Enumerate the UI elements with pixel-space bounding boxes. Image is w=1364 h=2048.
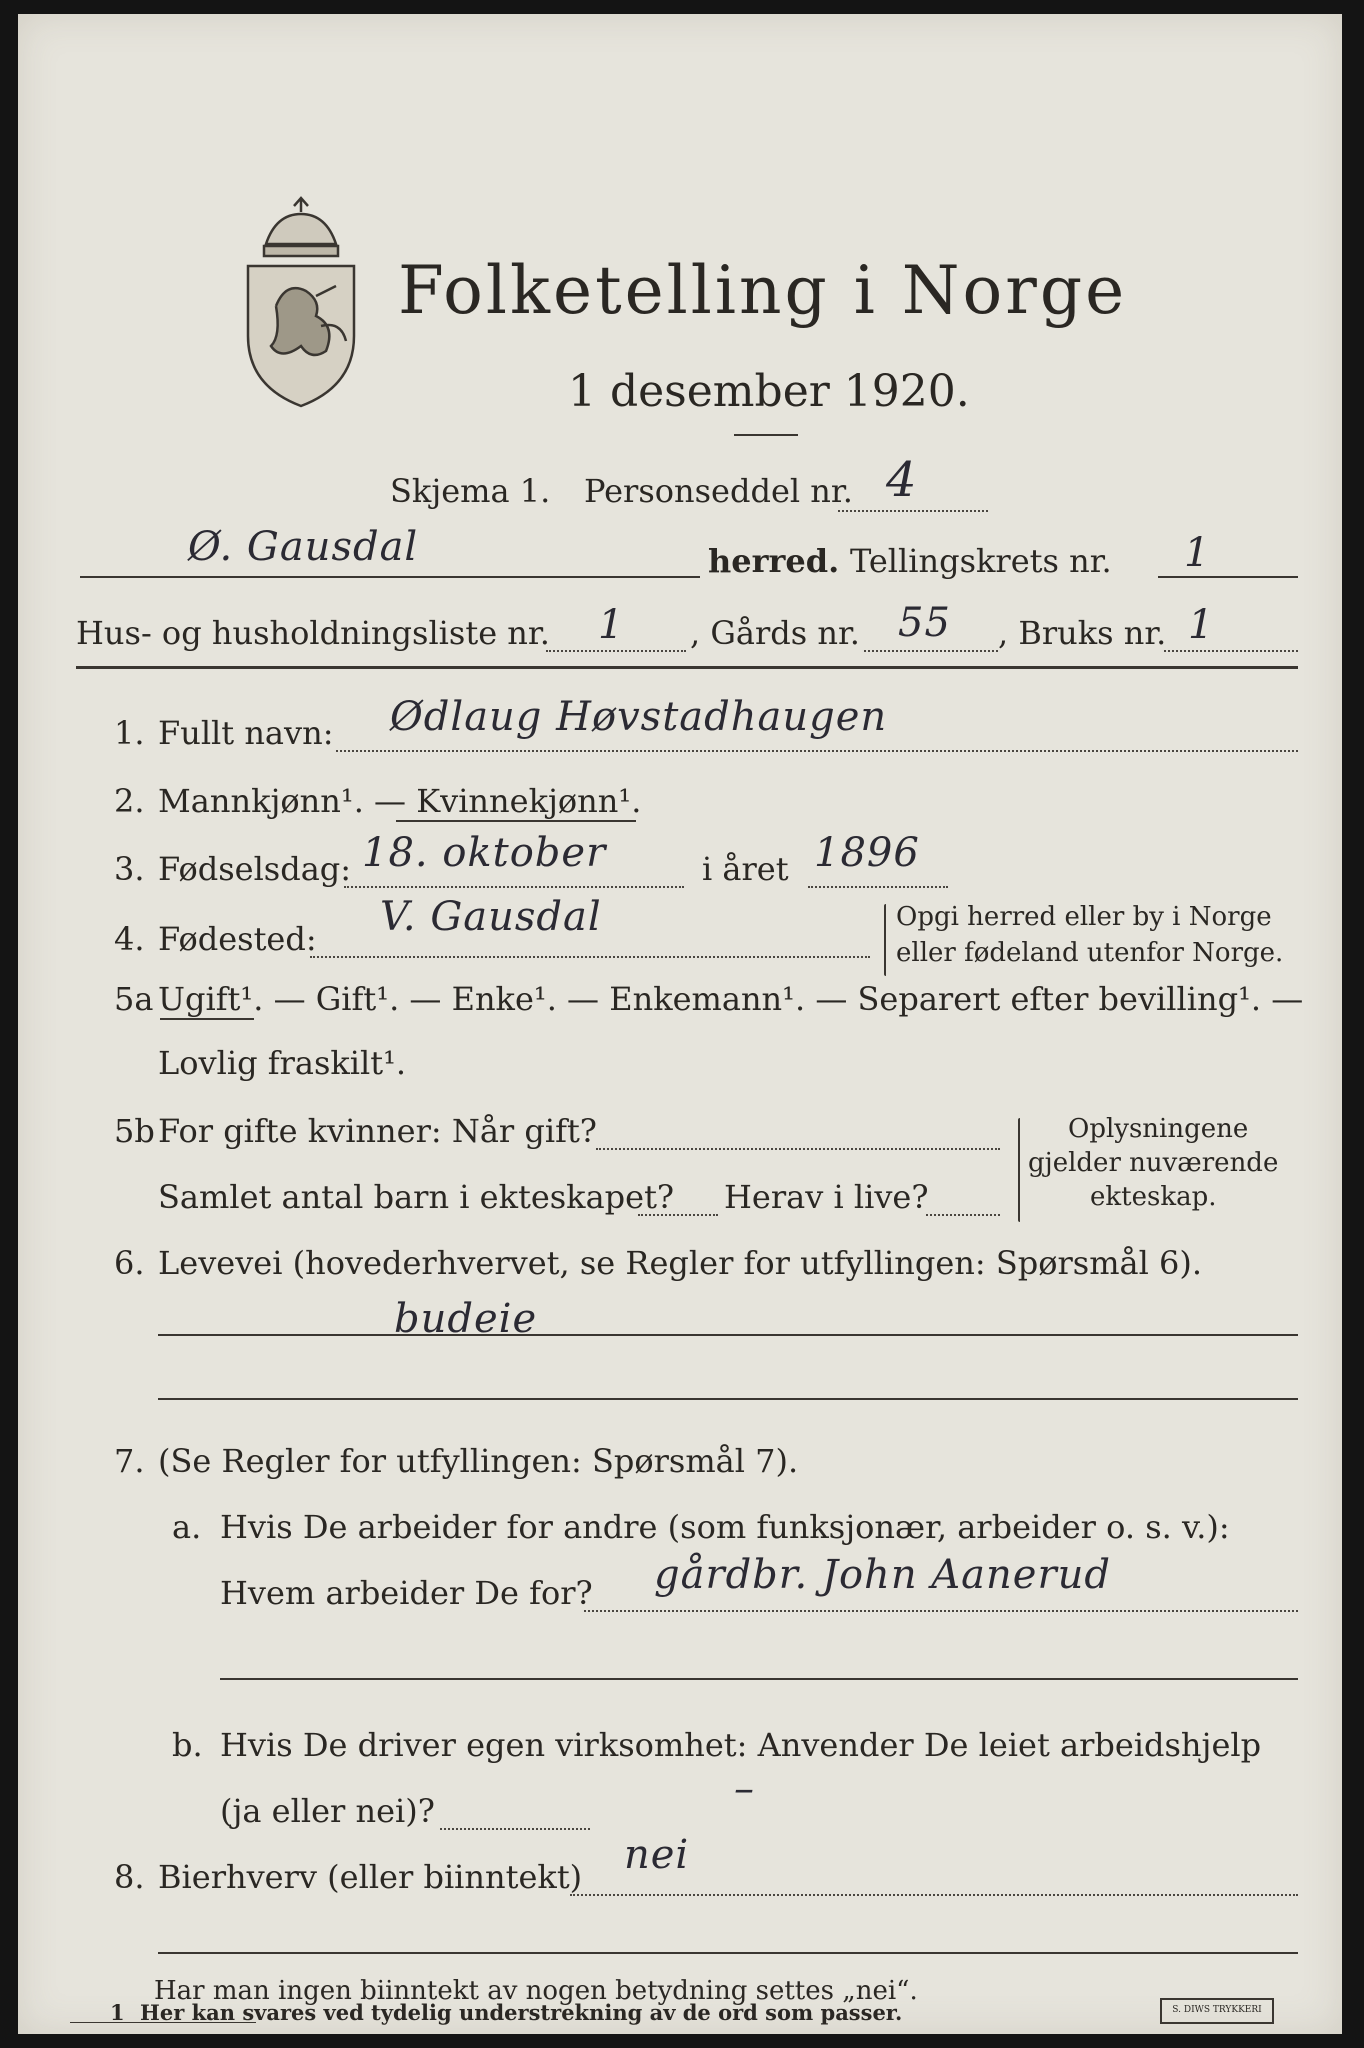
census-date: 1 desember 1920. (568, 366, 970, 417)
herred-label: herred. (708, 542, 840, 580)
q2-number: 2. (114, 782, 145, 820)
q7a-line1: Hvis De arbeider for andre (som funksjonær, arbeider o. s. v.): (220, 1508, 1230, 1546)
q2-underline-kvinnekjonn (396, 820, 636, 822)
q7a-letter: a. (172, 1508, 202, 1546)
q4-birthplace-value: V. Gausdal (380, 894, 602, 940)
q5a-underline-ugift (160, 1018, 254, 1020)
personseddel-value: 4 (886, 452, 918, 508)
hus-label: Hus- og husholdningsliste nr. (76, 614, 550, 652)
q4-note-line1: Opgi herred eller by i Norge (896, 902, 1272, 932)
q3-year-value: 1896 (814, 830, 920, 876)
q2-label: Mannkjønn¹. — Kvinnekjønn¹. (158, 782, 642, 820)
q5b-line2a: Samlet antal barn i ekteskapet? (158, 1178, 675, 1216)
q7b-line1: Hvis De driver egen virksomhet: Anvender De leiet arbeidshjelp (220, 1726, 1262, 1764)
q7-number: 7. (114, 1442, 145, 1480)
q7a-employer-value: gårdbr. John Aanerud (654, 1552, 1111, 1598)
q4-label: Fødested: (158, 920, 317, 958)
q5b-number: 5b (114, 1112, 155, 1150)
q3-label: Fødselsdag: (158, 850, 352, 888)
q5b-line2b: Herav i live? (724, 1178, 929, 1216)
census-form-sheet (18, 14, 1342, 2034)
q7-label: (Se Regler for utfyllingen: Spørsmål 7). (158, 1442, 799, 1480)
q8-value: nei (624, 1832, 690, 1878)
q3-birthday-value: 18. oktober (362, 830, 607, 876)
q8-label: Bierhverv (eller biinntekt) (158, 1858, 583, 1896)
q5a-line1: Ugift¹. — Gift¹. — Enke¹. — Enkemann¹. — Separert efter bevilling¹. — (158, 980, 1304, 1018)
personseddel-label: Personseddel nr. (584, 472, 853, 510)
herred-value: Ø. Gausdal (188, 524, 419, 570)
printer-stamp: S. DIWS TRYKKERI (1160, 1998, 1274, 2024)
tellingskrets-label: Tellingskrets nr. (850, 542, 1112, 580)
gards-label: , Gårds nr. (690, 614, 860, 652)
gards-value: 55 (898, 600, 951, 646)
q4-number: 4. (114, 920, 145, 958)
coat-of-arms-icon (236, 196, 366, 411)
q7b-letter: b. (172, 1726, 203, 1764)
q3-year-label: i året (702, 850, 789, 888)
q8-number: 8. (114, 1858, 145, 1896)
q5b-note-line3: ekteskap. (1090, 1182, 1217, 1212)
footnote-mark: 1 (110, 2000, 125, 2025)
bruks-label: , Bruks nr. (998, 614, 1167, 652)
header-rule (76, 666, 1298, 669)
q1-number: 1. (114, 714, 145, 752)
skjema-label: Skjema 1. (390, 472, 551, 510)
q6-label: Levevei (hovederhvervet, se Regler for utfyllingen: Spørsmål 6). (158, 1244, 1203, 1282)
title-divider (734, 434, 798, 436)
bruks-value: 1 (1188, 602, 1215, 648)
q1-label: Fullt navn: (158, 714, 334, 752)
q5b-note-line1: Oplysningene (1068, 1114, 1249, 1144)
q5b-line1: For gifte kvinner: Når gift? (158, 1112, 597, 1150)
hus-value: 1 (598, 602, 625, 648)
q5a-number: 5a (114, 980, 154, 1018)
form-title: Folketelling i Norge (398, 252, 1128, 329)
footnote-text: Her kan svares ved tydelig understrekning av de ord som passer. (140, 2000, 903, 2025)
q6-occupation-value: budeie (394, 1296, 538, 1342)
q3-number: 3. (114, 850, 145, 888)
tellingskrets-value: 1 (1184, 530, 1211, 576)
q5b-note-line2: gjelder nuværende (1028, 1148, 1279, 1178)
footer-note: Har man ingen biinntekt av nogen betydning settes „nei“. (154, 1976, 918, 2006)
q6-number: 6. (114, 1244, 145, 1282)
q1-full-name-value: Ødlaug Høvstadhaugen (390, 694, 888, 740)
q7b-value: – (734, 1766, 755, 1812)
q7b-line2: (ja eller nei)? (220, 1792, 435, 1830)
q7a-line2: Hvem arbeider De for? (220, 1574, 593, 1612)
q5a-line2: Lovlig fraskilt¹. (158, 1044, 407, 1082)
q4-note-line2: eller fødeland utenfor Norge. (896, 938, 1284, 968)
